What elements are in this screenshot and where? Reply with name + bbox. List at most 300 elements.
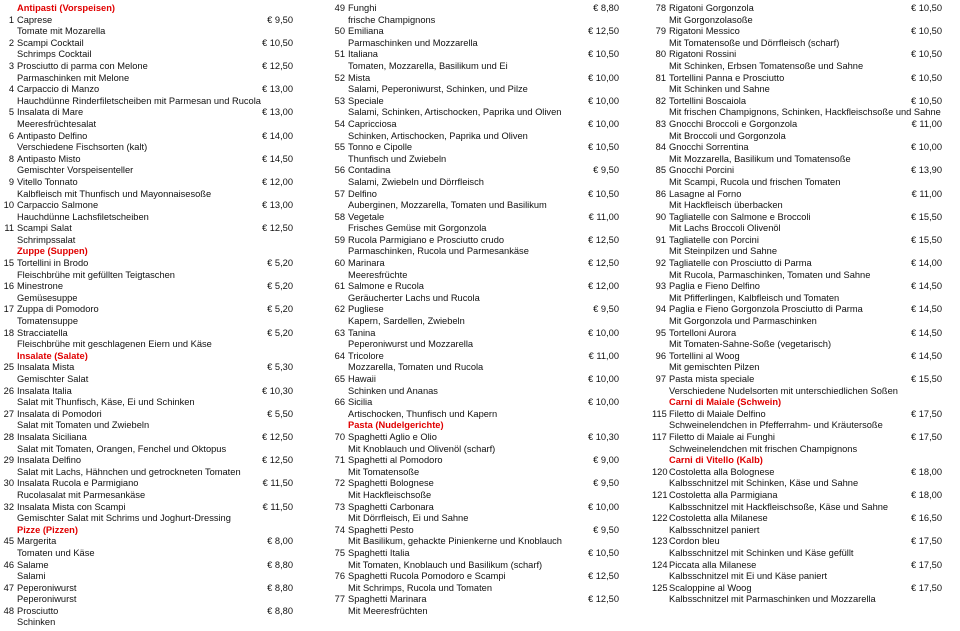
item-description: Artischocken, Thunfisch und Kapern: [348, 408, 498, 419]
item-price: € 10,00: [587, 374, 619, 384]
menu-item: [3, 502, 297, 514]
menu-item: [3, 560, 297, 572]
item-description: Tomaten, Mozzarella, Basilikum und Ei: [348, 60, 508, 71]
item-price: € 12,50: [587, 258, 619, 269]
item-name: Gnocchi Broccoli e Gorgonzola: [669, 118, 798, 129]
item-description-row: [3, 420, 297, 432]
menu-item: [652, 351, 946, 363]
item-price: € 10,30: [261, 385, 293, 396]
item-description-row: [3, 212, 297, 224]
item-description-row: [331, 583, 623, 595]
item-number: 5: [8, 107, 14, 118]
item-price: € 13,90: [910, 165, 942, 176]
item-name: Spaghetti Rucola Pomodoro e Scampi: [348, 571, 506, 582]
item-description-row: [3, 270, 297, 282]
item-name: Insalata Rucola e Parmigiano: [17, 478, 139, 489]
item-description: Mit Schinken und Sahne: [669, 84, 770, 95]
item-description: Mit Dörrfleisch, Ei und Sahne: [348, 513, 469, 524]
item-number: 91: [655, 234, 666, 245]
item-name: Rigatoni Gorgonzola: [669, 3, 754, 13]
menu-item: [331, 119, 623, 131]
item-price: € 10,00: [587, 501, 619, 512]
item-name: Costoletta alla Bolognese: [669, 466, 775, 477]
item-description: Verschiedene Nudelsorten mit unterschiedlichen Soßen: [669, 385, 898, 396]
item-description-row: [3, 96, 297, 108]
item-price: € 10,50: [910, 95, 942, 106]
item-price: € 17,50: [910, 431, 942, 442]
menu-item: [3, 281, 297, 293]
item-price: € 10,00: [587, 327, 619, 338]
item-number: 71: [334, 455, 345, 466]
section-heading: [3, 246, 297, 258]
menu-item: [331, 96, 623, 108]
item-description: Schweinelendchen in Pfefferrahm- und Kräutersoße: [669, 420, 883, 431]
item-description-row: [331, 154, 623, 166]
menu-item: [652, 304, 946, 316]
item-price: € 5,20: [267, 258, 293, 269]
item-description: Parmaschinken mit Melone: [17, 72, 130, 83]
item-number: 85: [655, 165, 666, 176]
menu-item: [331, 165, 623, 177]
item-description: Parmaschinken, Rucola und Parmesankäse: [348, 246, 529, 257]
item-number: 72: [334, 478, 345, 489]
item-price: € 12,00: [587, 281, 619, 292]
item-description-row: [331, 84, 623, 96]
menu-item: [3, 177, 297, 189]
item-price: € 14,50: [910, 281, 942, 292]
item-name: Spaghetti al Pomodoro: [348, 455, 443, 466]
menu-item: [331, 189, 623, 201]
item-number: 49: [334, 3, 345, 13]
item-description-row: [331, 38, 623, 50]
item-name: Margerita: [17, 536, 57, 547]
item-name: Mista: [348, 72, 371, 83]
menu-item: [652, 490, 946, 502]
item-description: Mit gemischten Pilzen: [669, 362, 760, 373]
menu-item: [3, 131, 297, 143]
item-number: 73: [334, 501, 345, 512]
item-price: € 12,50: [587, 234, 619, 245]
item-number: 50: [334, 26, 345, 37]
item-description-row: [331, 293, 623, 305]
item-price: € 8,00: [267, 536, 293, 547]
item-description: Salami: [17, 571, 46, 582]
item-name: Insalata Delfino: [17, 455, 82, 466]
item-description-row: [331, 560, 623, 572]
item-description-row: [331, 270, 623, 282]
item-number: 45: [3, 536, 14, 547]
item-description-row: [331, 316, 623, 328]
menu-item: [331, 548, 623, 560]
item-price: € 14,50: [910, 350, 942, 361]
item-number: 79: [655, 26, 666, 37]
item-number: 2: [8, 37, 14, 48]
item-description: frische Champignons: [348, 14, 436, 25]
item-description: Kalbsschnitzel mit Schinken, Käse und Sahne: [669, 478, 859, 489]
item-price: € 11,00: [588, 211, 619, 222]
item-description-row: [652, 594, 946, 606]
item-description-row: [331, 131, 623, 143]
item-name: Marinara: [348, 258, 385, 269]
section-heading: [652, 455, 946, 467]
item-description: Gemischter Salat: [17, 374, 89, 384]
item-number: 86: [655, 188, 666, 199]
item-number: 56: [334, 165, 345, 176]
menu-item: [652, 467, 946, 479]
menu-item: [652, 374, 946, 386]
item-name: Tortellini al Woog: [669, 350, 740, 361]
item-name: Tortellini Panna e Prosciutto: [669, 72, 785, 83]
item-description-row: [3, 189, 297, 201]
item-description: Schinken: [17, 617, 56, 628]
item-number: 62: [334, 304, 345, 315]
menu-item: [3, 536, 297, 548]
item-description: Salami, Zwiebeln und Dörrfleisch: [348, 176, 484, 187]
item-price: € 8,80: [267, 559, 293, 570]
item-description-row: [331, 536, 623, 548]
item-description: Mit Rucola, Parmaschinken, Tomaten und Sahne: [669, 269, 871, 280]
item-description-row: [3, 617, 297, 629]
item-price: € 14,00: [261, 130, 293, 141]
item-description-row: [3, 293, 297, 305]
item-number: 17: [3, 304, 14, 315]
item-name: Vitello Tonnato: [17, 176, 78, 187]
menu-item: [652, 409, 946, 421]
item-price: € 10,50: [587, 49, 619, 60]
section-title: Carni di Vitello (Kalb): [669, 455, 763, 466]
menu-item: [652, 49, 946, 61]
item-description: Salat mit Thunfisch, Käse, Ei und Schinken: [17, 397, 195, 408]
item-price: € 8,80: [267, 605, 293, 616]
item-name: Speciale: [348, 95, 384, 106]
item-number: 51: [334, 49, 345, 60]
menu-item: [331, 525, 623, 537]
item-number: 93: [655, 281, 666, 292]
item-name: Prosciutto: [17, 605, 59, 616]
menu-item: [331, 73, 623, 85]
item-name: Lasagne al Forno: [669, 188, 742, 199]
item-description-row: [331, 490, 623, 502]
item-price: € 11,00: [911, 188, 942, 199]
item-description-row: [331, 606, 623, 618]
item-description: Kalbsschnitzel mit Schinken und Käse gefüllt: [669, 547, 854, 558]
item-name: Spaghetti Italia: [348, 547, 410, 558]
menu-item: [3, 386, 297, 398]
item-price: € 5,50: [267, 408, 293, 419]
menu-item: [652, 165, 946, 177]
item-number: 78: [655, 3, 666, 13]
item-number: 66: [334, 397, 345, 408]
item-price: € 10,00: [587, 95, 619, 106]
item-price: € 12,00: [261, 176, 293, 187]
item-number: 84: [655, 142, 666, 153]
section-heading: [652, 397, 946, 409]
item-name: Insalata Mista con Scampi: [17, 501, 126, 512]
item-name: Scampi Cocktail: [17, 37, 84, 48]
item-number: 75: [334, 547, 345, 558]
item-name: Antipasto Misto: [17, 153, 81, 164]
menu-item: [331, 455, 623, 467]
menu-item: [331, 142, 623, 154]
item-description: Geräucherter Lachs und Rucola: [348, 292, 480, 303]
menu-item: [3, 154, 297, 166]
item-name: Tricolore: [348, 350, 384, 361]
item-price: € 14,00: [910, 258, 942, 269]
item-number: 60: [334, 258, 345, 269]
item-number: 9: [8, 176, 14, 187]
item-name: Piccata alla Milanese: [669, 559, 757, 570]
menu-item: [3, 38, 297, 50]
item-number: 54: [334, 118, 345, 129]
item-description: Auberginen, Mozzarella, Tomaten und Basilikum: [348, 200, 547, 211]
item-description-row: [331, 386, 623, 398]
menu-item: [3, 455, 297, 467]
item-number: 77: [334, 594, 345, 605]
item-description-row: [331, 177, 623, 189]
item-number: 3: [8, 60, 14, 71]
section-heading: [3, 3, 297, 15]
item-price: € 17,50: [910, 582, 942, 593]
menu-item: [652, 3, 946, 15]
item-description-row: [3, 571, 297, 583]
item-name: Caprese: [17, 14, 53, 25]
item-price: € 11,00: [588, 350, 619, 361]
item-description-row: [652, 154, 946, 166]
item-description: Meeresfrüchtesalat: [17, 118, 97, 129]
item-description-row: [652, 339, 946, 351]
item-name: Insalata di Mare: [17, 107, 84, 118]
item-number: 6: [8, 130, 14, 141]
menu-item: [331, 281, 623, 293]
item-price: € 10,00: [587, 118, 619, 129]
item-name: Filetto di Maiale ai Funghi: [669, 431, 775, 442]
item-price: € 10,50: [587, 142, 619, 153]
item-description-row: [3, 73, 297, 85]
item-number: 122: [652, 513, 668, 524]
item-name: Spaghetti Bolognese: [348, 478, 434, 489]
item-price: € 18,00: [910, 489, 942, 500]
item-description: Mit Tomaten-Sahne-Soße (vegetarisch): [669, 339, 832, 350]
item-description-row: [331, 513, 623, 525]
item-description: Tomatensuppe: [17, 316, 78, 327]
menu-item: [3, 432, 297, 444]
menu-item: [3, 15, 297, 27]
item-number: 15: [3, 258, 14, 269]
item-price: € 5,20: [267, 327, 293, 338]
item-name: Scaloppine al Woog: [669, 582, 752, 593]
item-description-row: [652, 571, 946, 583]
menu-item: [3, 84, 297, 96]
menu-column-1: [3, 3, 297, 629]
item-number: 61: [334, 281, 345, 292]
menu-item: [3, 107, 297, 119]
menu-item: [331, 258, 623, 270]
item-description-row: [652, 38, 946, 50]
item-description: Mit Hackfleisch überbacken: [669, 200, 783, 211]
item-description-row: [3, 513, 297, 525]
menu-item: [652, 513, 946, 525]
item-number: 80: [655, 49, 666, 60]
item-description: Hauchdünne Lachsfiletscheiben: [17, 211, 149, 222]
item-description-row: [652, 502, 946, 514]
menu-item: [652, 560, 946, 572]
item-price: € 11,50: [262, 478, 293, 489]
item-price: € 10,50: [261, 37, 293, 48]
item-name: Salame: [17, 559, 49, 570]
item-description-row: [331, 444, 623, 456]
item-price: € 5,30: [267, 362, 293, 373]
menu-item: [652, 281, 946, 293]
item-name: Prosciutto di parma con Melone: [17, 60, 148, 71]
menu-item: [652, 235, 946, 247]
item-price: € 10,00: [587, 72, 619, 83]
menu-item: [3, 258, 297, 270]
item-description-row: [652, 223, 946, 235]
item-description: Parmaschinken und Mozzarella: [348, 37, 478, 48]
item-description-row: [3, 165, 297, 177]
item-description-row: [652, 177, 946, 189]
item-description-row: [652, 200, 946, 212]
item-price: € 18,00: [910, 466, 942, 477]
item-name: Pasta mista speciale: [669, 374, 755, 384]
item-number: 28: [3, 431, 14, 442]
item-name: Filetto di Maiale Delfino: [669, 408, 766, 419]
item-description: Gemischter Salat mit Schrims und Joghurt-Dressing: [17, 513, 231, 524]
item-description: Meeresfrüchte: [348, 269, 408, 280]
item-price: € 10,00: [910, 142, 942, 153]
item-description-row: [652, 316, 946, 328]
item-description: Salat mit Tomaten und Zwiebeln: [17, 420, 150, 431]
item-number: 11: [4, 223, 14, 234]
item-price: € 10,30: [587, 431, 619, 442]
item-description-row: [3, 235, 297, 247]
item-description: Mit Tomatensoße: [348, 466, 420, 477]
item-description: Tomaten und Käse: [17, 547, 95, 558]
item-price: € 14,50: [910, 327, 942, 338]
item-description-row: [652, 84, 946, 96]
item-number: 121: [652, 489, 668, 500]
menu-column-3: [652, 3, 946, 606]
item-description-row: [652, 444, 946, 456]
item-description: Schinken und Ananas: [348, 385, 438, 396]
item-number: 94: [655, 304, 666, 315]
item-description-row: [652, 478, 946, 490]
item-price: € 5,20: [267, 281, 293, 292]
item-name: Italiana: [348, 49, 378, 60]
item-name: Gnocchi Porcini: [669, 165, 735, 176]
menu-item: [3, 362, 297, 374]
item-price: € 12,50: [261, 60, 293, 71]
item-description: Kalbsschnitzel mit Parmaschinken und Mozzarella: [669, 594, 876, 605]
item-description-row: [652, 362, 946, 374]
item-description: Mit Steinpilzen und Sahne: [669, 246, 778, 257]
menu-item: [652, 212, 946, 224]
item-number: 10: [3, 200, 14, 211]
item-description: Frisches Gemüse mit Gorgonzola: [348, 223, 487, 234]
item-price: € 12,50: [261, 431, 293, 442]
item-name: Insalata Mista: [17, 362, 75, 373]
item-number: 63: [334, 327, 345, 338]
item-name: Funghi: [348, 3, 377, 13]
item-price: € 17,50: [910, 408, 942, 419]
item-price: € 15,50: [910, 234, 942, 245]
item-description-row: [331, 246, 623, 258]
item-number: 27: [3, 408, 14, 419]
item-description: Schweinelendchen mit frischen Champignons: [669, 443, 858, 454]
item-name: Rigatoni Messico: [669, 26, 740, 37]
item-number: 46: [3, 559, 14, 570]
item-description: Salat mit Lachs, Hähnchen und getrockneten Tomaten: [17, 466, 241, 477]
item-name: Carpaccio di Manzo: [17, 84, 100, 95]
item-number: 58: [334, 211, 345, 222]
item-description: Mit Schrimps, Rucola und Tomaten: [348, 582, 492, 593]
item-name: Tagliatelle con Porcini: [669, 234, 759, 245]
item-name: Spaghetti Marinara: [348, 594, 427, 605]
item-name: Delfino: [348, 188, 377, 199]
item-price: € 17,50: [910, 559, 942, 570]
item-description: Salami, Peperoniwurst, Schinken, und Pilze: [348, 84, 528, 95]
item-name: Carpaccio Salmone: [17, 200, 99, 211]
item-description-row: [3, 374, 297, 386]
item-price: € 10,50: [910, 26, 942, 37]
item-name: Salmone e Rucola: [348, 281, 424, 292]
item-price: € 11,50: [262, 501, 293, 512]
section-heading: [331, 420, 623, 432]
item-description: Kalbsschnitzel mit Hackfleischsoße, Käse und Sahne: [669, 501, 889, 512]
item-description: Mit Lachs Broccoli Olivenöl: [669, 223, 781, 234]
item-number: 48: [3, 605, 14, 616]
item-description-row: [3, 119, 297, 131]
item-name: Insalata Siciliana: [17, 431, 87, 442]
menu-item: [652, 119, 946, 131]
item-description-row: [331, 467, 623, 479]
menu-item: [331, 478, 623, 490]
item-number: 120: [652, 466, 668, 477]
item-price: € 12,50: [261, 455, 293, 466]
item-number: 26: [3, 385, 14, 396]
menu-item: [652, 96, 946, 108]
menu-item: [331, 3, 623, 15]
menu-item: [3, 223, 297, 235]
item-description: Mit Basilikum, gehackte Pinienkerne und Knoblauch: [348, 536, 562, 547]
item-number: 70: [334, 431, 345, 442]
section-title: Insalate (Salate): [17, 350, 88, 361]
item-number: 59: [334, 234, 345, 245]
item-name: Insalata Italia: [17, 385, 72, 396]
item-number: 83: [655, 118, 666, 129]
item-name: Tonno e Cipolle: [348, 142, 413, 153]
item-description: Mit Mozzarella, Basilikum und Tomatensoße: [669, 153, 851, 164]
menu-item: [652, 26, 946, 38]
item-price: € 13,00: [261, 200, 293, 211]
item-number: 25: [3, 362, 14, 373]
item-price: € 13,00: [261, 84, 293, 95]
menu-item: [3, 478, 297, 490]
menu-item: [331, 49, 623, 61]
item-number: 8: [8, 153, 14, 164]
item-price: € 10,50: [910, 3, 942, 13]
menu-item: [3, 583, 297, 595]
item-description-row: [652, 525, 946, 537]
item-description: Mit Tomaten, Knoblauch und Basilikum (scharf): [348, 559, 543, 570]
item-description: Kalbsschnitzel mit Ei und Käse paniert: [669, 571, 828, 582]
item-description-row: [3, 467, 297, 479]
menu-item: [331, 571, 623, 583]
section-title: Pasta (Nudelgerichte): [348, 420, 444, 431]
item-name: Zuppa di Pomodoro: [17, 304, 99, 315]
item-description-row: [331, 409, 623, 421]
item-description: Schinken, Artischocken, Paprika und Oliven: [348, 130, 528, 141]
